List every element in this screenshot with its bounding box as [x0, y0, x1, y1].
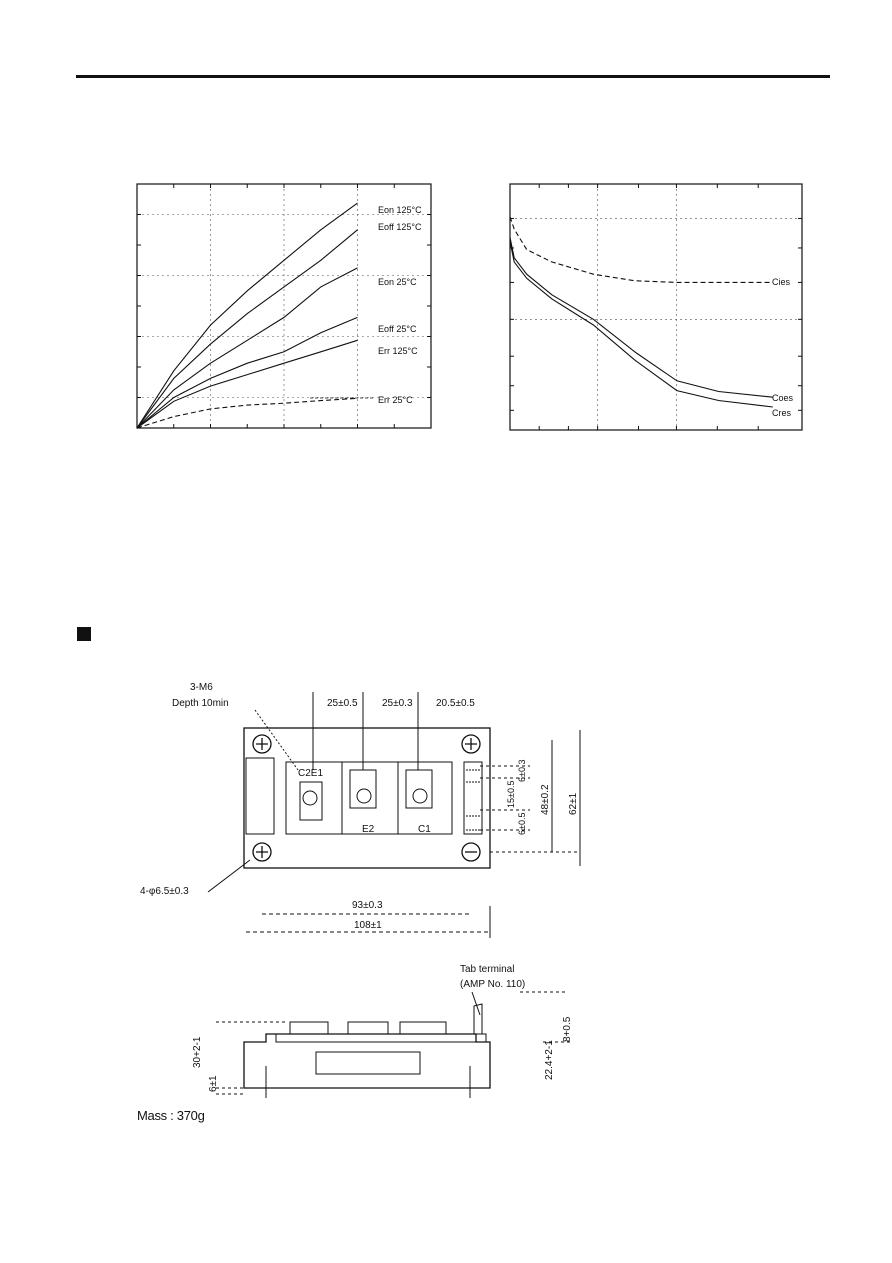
switching-energy-plot: [110, 170, 450, 445]
capacitance-plot: [490, 170, 820, 445]
series-label-eoff-25-c: Eoff 25°C: [378, 324, 417, 334]
tab-terminal-label: Tab terminal: [460, 964, 515, 975]
series-label-err-25-c: Err 25°C: [378, 395, 413, 405]
top-view: [140, 682, 580, 938]
dim-terminal-height: 22.4+2-1: [544, 1040, 555, 1080]
dim-tab-pitch-b: 15±0.5: [506, 780, 516, 808]
mass-label: Mass : 370g: [137, 1108, 205, 1123]
outline-drawing: [120, 670, 600, 1115]
dim-base: 6±1: [208, 1075, 219, 1092]
terminal-e2-label: E2: [362, 824, 375, 835]
dim-height-inner: 48±0.2: [540, 784, 551, 815]
series-label-eoff-125-c: Eoff 125°C: [378, 222, 422, 232]
series-label-eon-25-c: Eon 25°C: [378, 277, 417, 287]
terminal-c2e1-label: C2E1: [298, 768, 324, 779]
dim-total-height: 30+2-1: [192, 1036, 203, 1068]
series-line-coes: [510, 237, 773, 397]
series-line-cies: [510, 217, 773, 283]
mount-thread-label: 3-M6: [190, 682, 213, 693]
dim-tab-pitch-c: 6±0.5: [517, 812, 527, 835]
dim-hole-spacing: 93±0.3: [352, 900, 383, 911]
series-label-cres: Cres: [772, 408, 792, 418]
page-top-rule: [76, 75, 830, 78]
series-label-coes: Coes: [772, 393, 794, 403]
dim-height-outer: 62±1: [568, 792, 579, 815]
dim-tab-pitch-a: 6±0.3: [517, 759, 527, 782]
tab-terminal-spec: (AMP No. 110): [460, 979, 526, 990]
dim-pitch-2: 25±0.3: [382, 698, 413, 709]
side-view: [192, 964, 573, 1098]
dim-pitch-3: 20.5±0.5: [436, 698, 475, 709]
series-line-cres: [510, 241, 773, 407]
capacitance-chart: [490, 170, 820, 445]
series-label-err-125-c: Err 125°C: [378, 346, 418, 356]
mounting-holes-label: 4-φ6.5±0.3: [140, 886, 189, 897]
section-bullet-icon: [77, 627, 91, 641]
terminal-c1-label: C1: [418, 824, 431, 835]
series-label-eon-125-c: Eon 125°C: [378, 205, 422, 215]
dim-length: 108±1: [354, 920, 382, 931]
series-label-cies: Cies: [772, 277, 791, 287]
depth-label: Depth 10min: [172, 698, 229, 709]
series-line-eoff-125-c: [137, 230, 358, 428]
series-line-eoff-25-c: [137, 317, 358, 428]
series-line-err-25-c: [137, 398, 358, 428]
plot-frame: [510, 184, 802, 430]
switching-energy-chart: [110, 170, 450, 445]
dim-tab-height: 8+0.5: [562, 1016, 573, 1042]
dim-pitch-1: 25±0.5: [327, 698, 358, 709]
